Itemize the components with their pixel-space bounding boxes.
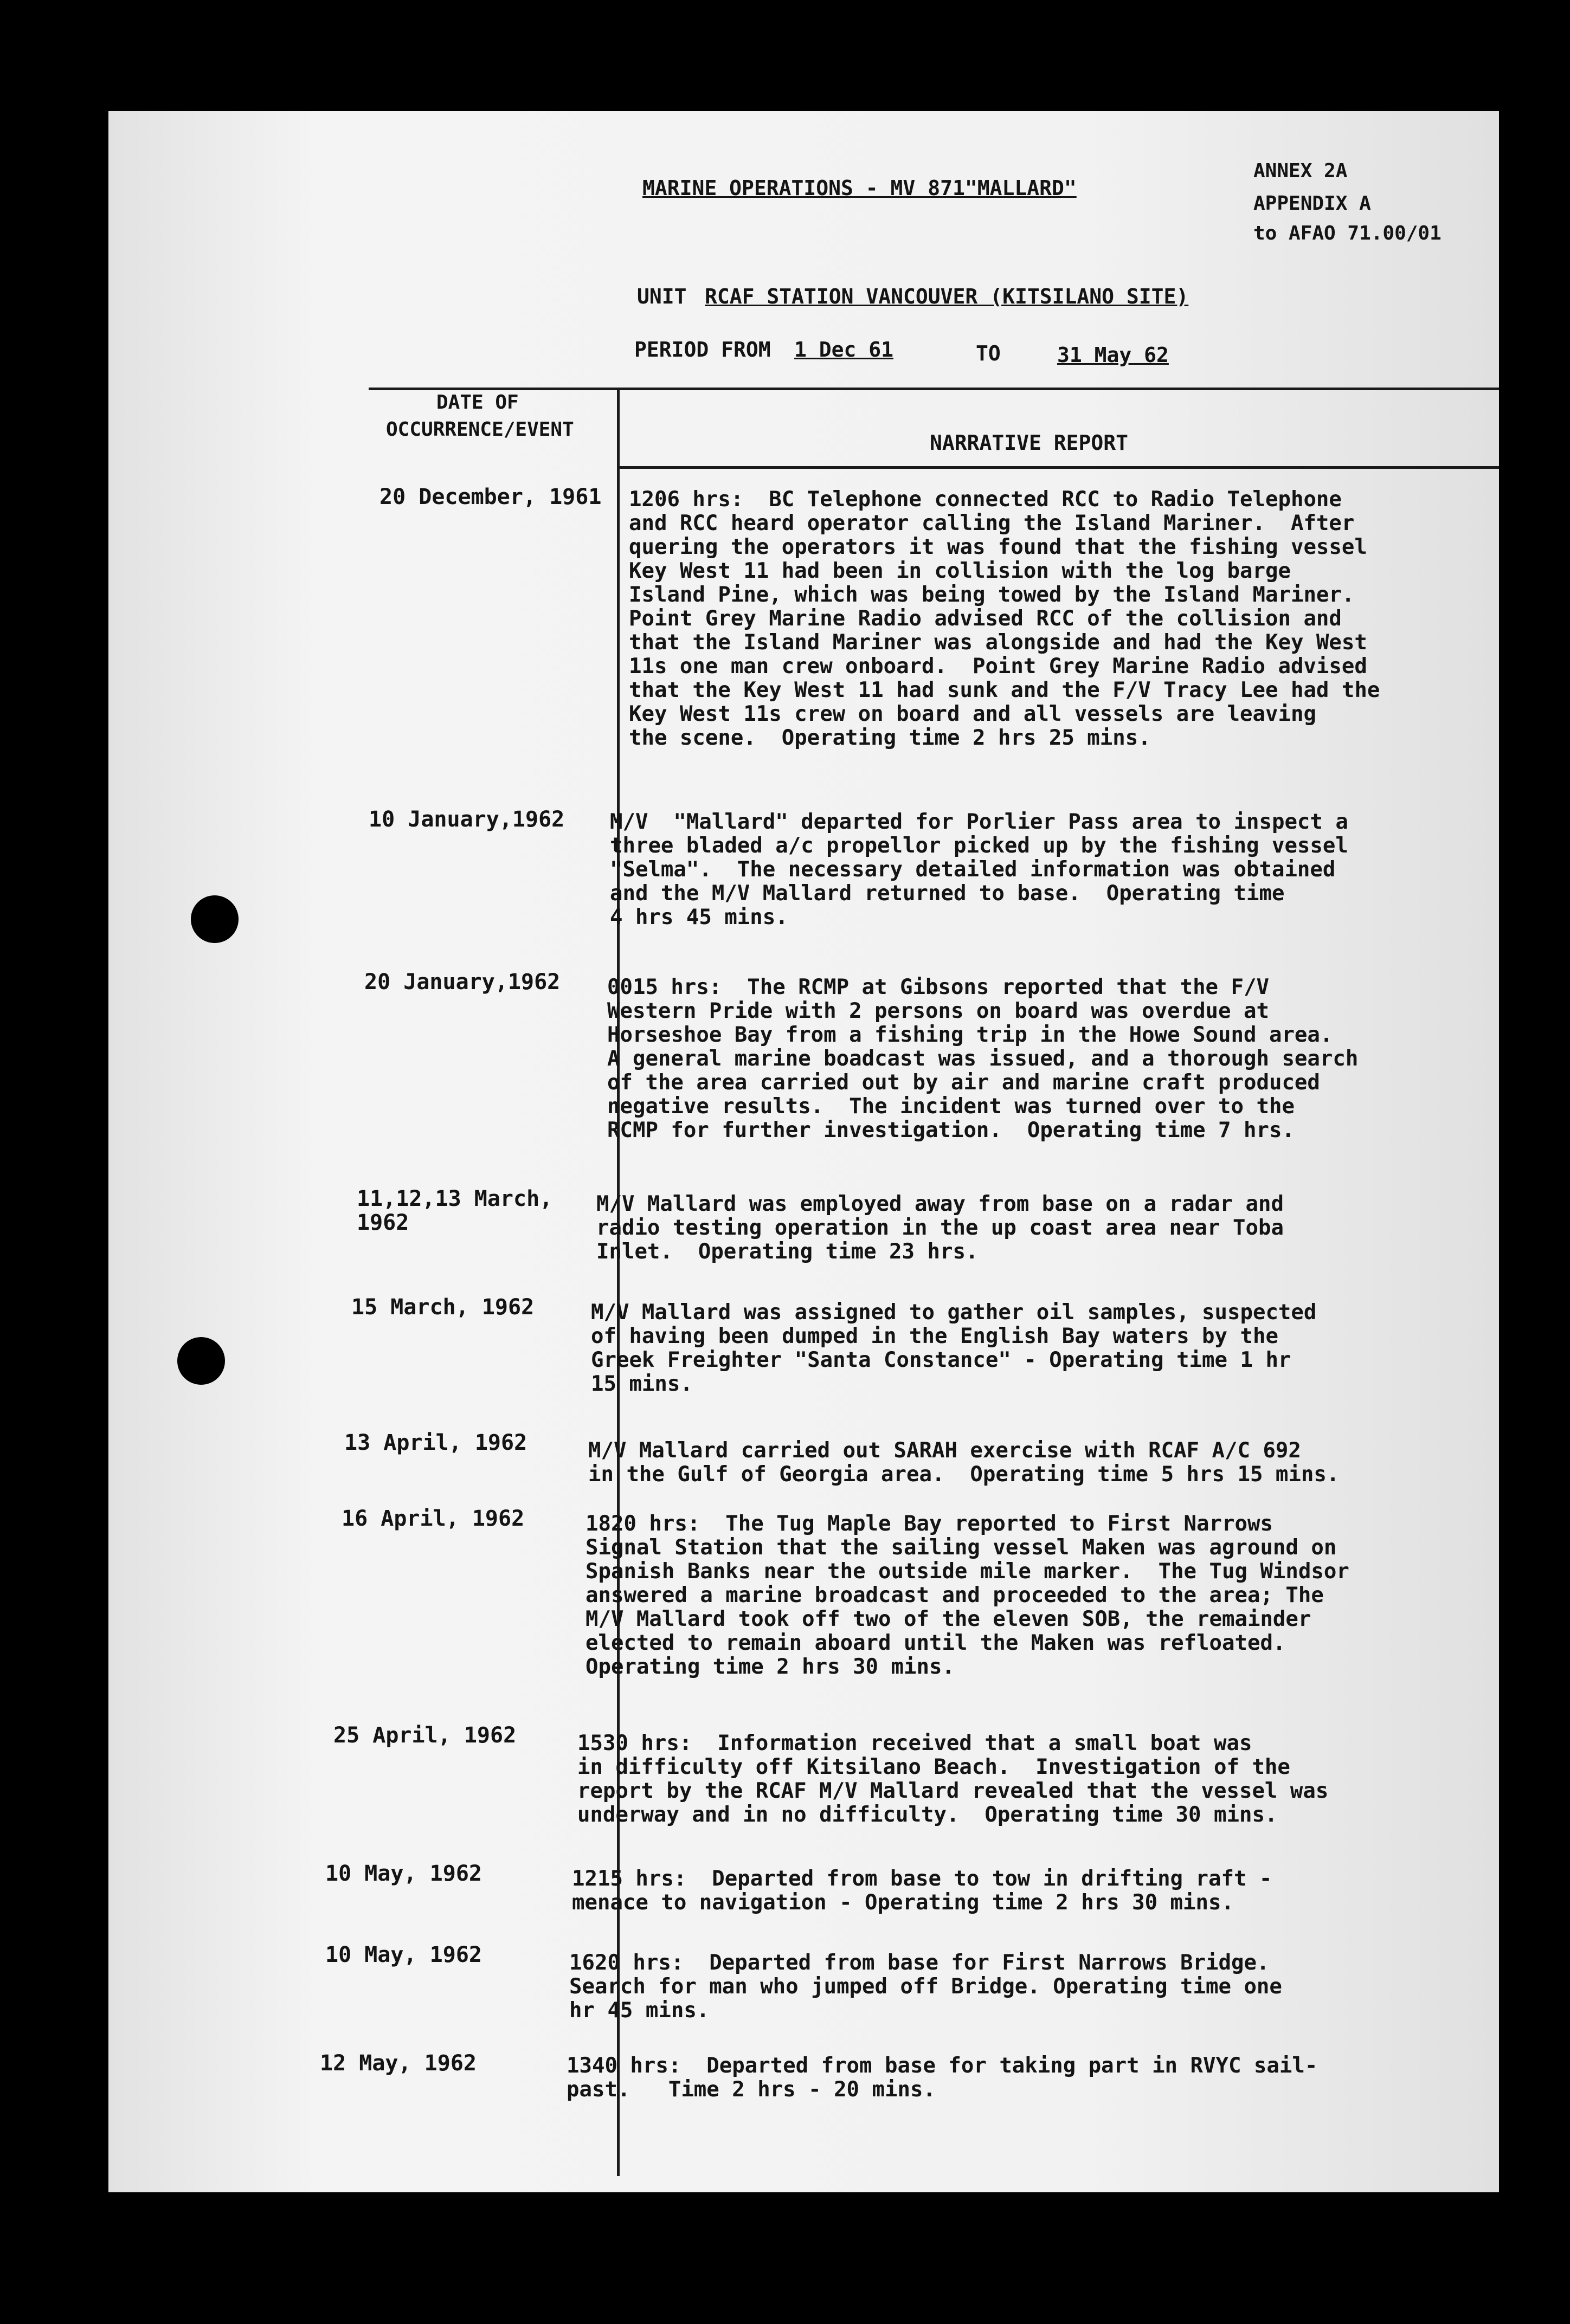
entry-narrative: 1206 hrs: BC Telephone connected RCC to Radio Telephone and RCC heard operator calling the Island Mariner. After quering the operators it was found that the fishing vessel Key West 11 had been in collision with the log barge Island Pine, which was being towed by the Island Mariner. Point Grey Marine Radio advised RCC of the collision and that the Island Mariner was alongside and had the Key West 11s one man crew onboard. Point Grey Marine Radio advised that the Key West 11 had sunk and the F/V Tracy Lee had the Key West 11s crew on board and all vessels are leaving the scene. Operating time 2 hrs 25 mins.: [629, 487, 1380, 750]
date-header-line: OCCURRENCE/EVENT: [386, 418, 574, 441]
punch-hole: [177, 1337, 225, 1385]
unit-value: RCAF STATION VANCOUVER (KITSILANO SITE): [705, 285, 1189, 308]
unit-label: UNIT: [637, 285, 687, 308]
narrative-column-header: NARRATIVE REPORT: [930, 431, 1129, 455]
period-from-label: PERIOD FROM: [634, 338, 771, 361]
punch-hole: [191, 895, 239, 943]
entry-narrative: 1215 hrs: Departed from base to tow in drifting raft - menace to navigation - Operating time 2 hrs 30 mins.: [572, 1867, 1272, 1915]
entry-date: 11,12,13 March, 1962: [357, 1186, 553, 1235]
date-header-line: DATE OF: [436, 391, 519, 414]
entry-narrative: 0015 hrs: The RCMP at Gibsons reported that the F/V Western Pride with 2 persons on board was overdue at Horseshoe Bay from a fishing trip in the Howe Sound area. A general marine boadcast was issued, and a thorough search of the area carried out by air and marine craft produced negative results. The incident was turned over to the RCMP for further investigation. Operating time 7 hrs.: [607, 975, 1359, 1142]
entry-narrative: 1820 hrs: The Tug Maple Bay reported to First Narrows Signal Station that the sailing vessel Maken was aground on Spanish Banks near the outside mile marker. The Tug Windsor answered a marine broadcast and proceeded to the area; The M/V Mallard took off two of the eleven SOB, the remainder elected to remain aboard until the Maken was refloated. Operating time 2 hrs 30 mins.: [585, 1512, 1349, 1679]
entry-date: 13 April, 1962: [344, 1430, 527, 1455]
entry-date: 10 January,1962: [369, 807, 565, 832]
period-from-value: 1 Dec 61: [794, 338, 894, 361]
entry-date: 15 March, 1962: [351, 1295, 535, 1320]
entry-date: 10 May, 1962: [325, 1942, 482, 1967]
entry-date: 20 December, 1961: [379, 485, 602, 509]
period-to-label: TO: [976, 341, 1001, 365]
entry-narrative: 1340 hrs: Departed from base for taking part in RVYC sail- past. Time 2 hrs - 20 mins.: [567, 2054, 1318, 2102]
entry-narrative: M/V Mallard carried out SARAH exercise with RCAF A/C 692 in the Gulf of Georgia area. Operating time 5 hrs 15 mins.: [588, 1438, 1340, 1487]
period-to-value: 31 May 62: [1057, 343, 1169, 367]
table-top-rule: [369, 388, 1499, 390]
entry-narrative: M/V Mallard was employed away from base on a radar and radio testing operation in the up coast area near Toba Inlet. Operating time 23 hrs.: [596, 1192, 1284, 1264]
entry-narrative: 1620 hrs: Departed from base for First Narrows Bridge. Search for man who jumped off Bridge. Operating time one hr 45 mins.: [569, 1951, 1282, 2023]
entry-narrative: M/V Mallard was assigned to gather oil samples, suspected of having been dumped in the English Bay waters by the Greek Freighter "Santa Constance" - Operating time 1 hr 15 mins.: [591, 1300, 1317, 1396]
entry-date: 12 May, 1962: [320, 2051, 477, 2076]
entry-date: 16 April, 1962: [342, 1506, 525, 1531]
annex-line: APPENDIX A: [1253, 192, 1371, 215]
document-title: MARINE OPERATIONS - MV 871"MALLARD": [642, 176, 1077, 200]
entry-narrative: 1530 hrs: Information received that a small boat was in difficulty off Kitsilano Beach. Investigation of the report by the RCAF M/V Mallard revealed that the vessel was underway and in no difficulty. Operating time 30 mins.: [577, 1731, 1329, 1827]
entry-date: 10 May, 1962: [325, 1861, 482, 1886]
entry-date: 20 January,1962: [364, 970, 561, 995]
annex-line: ANNEX 2A: [1253, 160, 1348, 182]
entry-narrative: M/V "Mallard" departed for Porlier Pass area to inspect a three bladed a/c propellor picked up by the fishing vessel "Selma". The necessary detailed information was obtained and the M/V Mallard returned to base. Operating time 4 hrs 45 mins.: [610, 810, 1348, 929]
entry-date: 25 April, 1962: [333, 1723, 517, 1748]
table-header-rule: [618, 466, 1499, 469]
annex-line: to AFAO 71.00/01: [1253, 222, 1442, 244]
